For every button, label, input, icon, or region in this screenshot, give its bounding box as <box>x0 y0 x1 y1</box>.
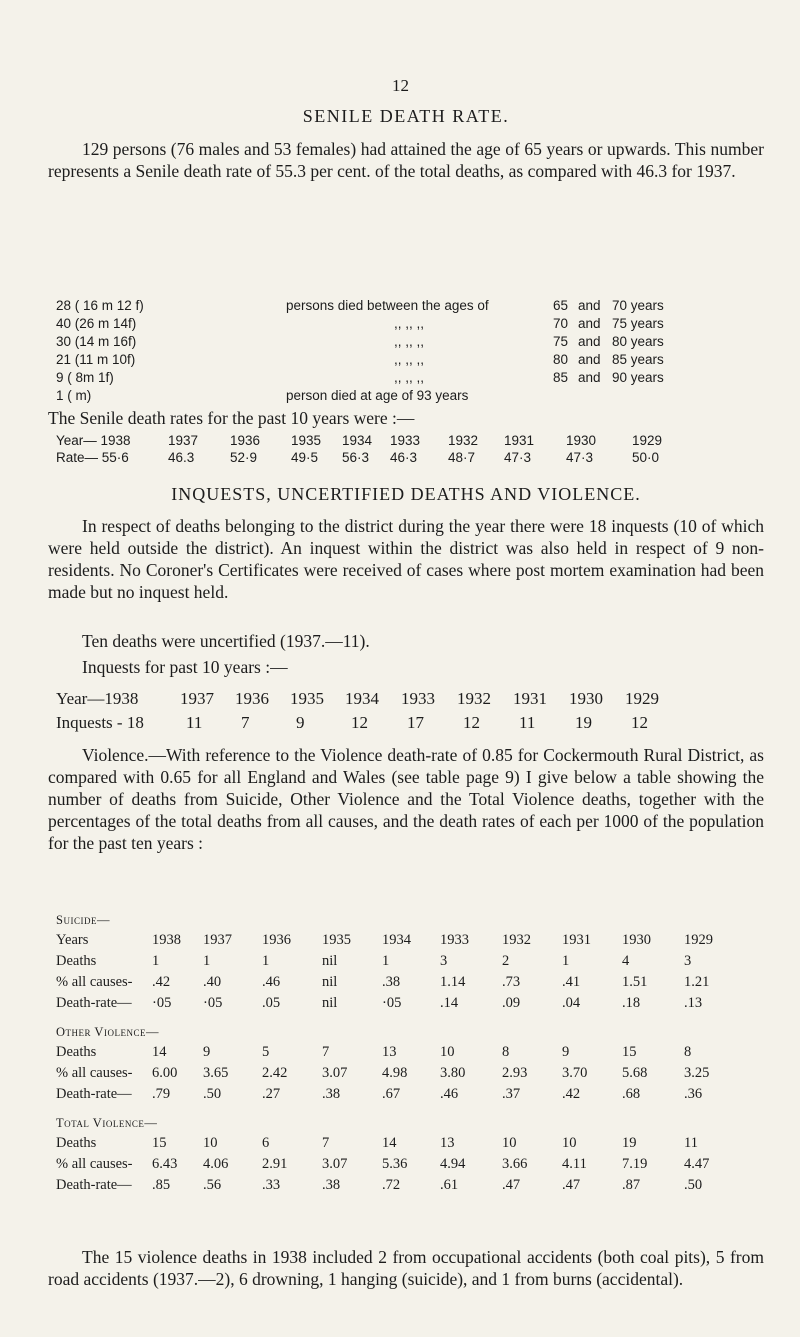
row-value: .05 <box>262 995 281 1011</box>
row-value: 15 <box>622 1044 637 1060</box>
rates-value: 50·0 <box>632 450 660 465</box>
section-title-row <box>56 1022 724 1042</box>
row-value: 3.65 <box>203 1065 229 1081</box>
row-value: 1.51 <box>622 974 648 990</box>
row-value: .73 <box>502 974 521 990</box>
row-value: 14 <box>382 1135 397 1151</box>
row-value: 1933 <box>440 932 469 948</box>
row-value: .41 <box>562 974 581 990</box>
row-label: % all causes- <box>56 1065 133 1081</box>
row-value: .61 <box>440 1177 459 1193</box>
row-value: 1.21 <box>684 974 710 990</box>
rates-value: 46.3 <box>168 450 195 465</box>
inquests-count: 17 <box>407 713 424 732</box>
age-desc: ,, ,, ,, <box>394 334 425 349</box>
age-count: 28 ( 16 m 12 f) <box>56 298 144 313</box>
rates-value: 48·7 <box>448 450 476 465</box>
section-title-row <box>56 910 724 930</box>
inquests-heading: INQUESTS, UNCERTIFIED DEATHS AND VIOLENCE. <box>171 484 641 504</box>
row-value: .46 <box>440 1086 459 1102</box>
age-row <box>56 351 692 369</box>
row-value: nil <box>322 974 338 990</box>
age-row-last <box>56 387 468 405</box>
violence-row <box>56 1175 724 1196</box>
row-value: 3.70 <box>562 1065 588 1081</box>
row-value: 1 <box>203 953 211 969</box>
inquests-count: 12 <box>631 713 648 732</box>
row-value: 5 <box>262 1044 270 1060</box>
row-value: 4.98 <box>382 1065 408 1081</box>
row-value: 6 <box>262 1135 270 1151</box>
uncertified-deaths: Ten deaths were uncertified (1937.—11). <box>82 631 370 651</box>
violence-row <box>56 1133 724 1154</box>
violence-row <box>56 1154 724 1175</box>
inquests-year: 1930 <box>569 689 603 708</box>
inquests-year: 1932 <box>457 689 491 708</box>
row-label: Death-rate— <box>56 1177 132 1193</box>
violence-paragraph: Violence.—With reference to the Violence death-rate of 0.85 for Cockermouth Rural District, as compared with 0.65 for all England and Wales (see table page 9) I give below a table showing the number of deaths from Suicide, Other Violence and the Total Violence deaths, together with the percentages of the total deaths from all causes, and the death rates of each per 1000 of the population for the past ten years : <box>48 745 764 853</box>
inquests-table <box>56 687 659 735</box>
violence-row <box>56 993 724 1014</box>
row-value: 8 <box>684 1044 692 1060</box>
violence-row <box>56 1084 724 1105</box>
row-value: 3.80 <box>440 1065 466 1081</box>
row-value: .33 <box>262 1177 281 1193</box>
inquests-count: 11 <box>186 713 203 732</box>
row-value: 1931 <box>562 932 591 948</box>
rates-year: 1934 <box>342 433 373 448</box>
inquests-paragraph: In respect of deaths belonging to the district during the year there were 18 inquests (10 of which were held outside the district). An inquest within the district was also held in respect of 9 non-residents. No Coroner's Certificates were received of cases where post mortem examination had been made but no inquest held. <box>48 516 764 602</box>
row-value: nil <box>322 995 338 1011</box>
age-and: and <box>578 334 601 349</box>
age-to: 80 years <box>612 334 664 349</box>
age-to: 75 years <box>612 316 664 331</box>
row-value: 2 <box>502 953 510 969</box>
inquests-count-label: Inquests - 18 <box>56 713 144 732</box>
row-label: Deaths <box>56 1135 97 1151</box>
age-count: 9 ( 8m 1f) <box>56 370 114 385</box>
row-value: 1 <box>262 953 270 969</box>
row-value: 1936 <box>262 932 291 948</box>
row-value: .85 <box>152 1177 171 1193</box>
age-from: 70 <box>552 316 568 331</box>
row-value: 13 <box>382 1044 397 1060</box>
violence-table <box>56 910 724 1196</box>
rates-value: 47·3 <box>566 450 594 465</box>
row-value: 3.07 <box>322 1156 348 1172</box>
rates-value: 56·3 <box>342 450 370 465</box>
age-desc: ,, ,, ,, <box>394 370 425 385</box>
violence-row <box>56 951 724 972</box>
inquests-year-row <box>56 687 659 711</box>
row-value: 8 <box>502 1044 510 1060</box>
row-value: 4.47 <box>684 1156 710 1172</box>
row-value: 9 <box>562 1044 570 1060</box>
age-desc: persons died between the ages of <box>286 298 489 313</box>
row-value: .37 <box>502 1086 521 1102</box>
row-value: 10 <box>203 1135 218 1151</box>
row-value: 3.25 <box>684 1065 710 1081</box>
row-value: 2.91 <box>262 1156 288 1172</box>
row-value: 1938 <box>152 932 181 948</box>
row-value: .87 <box>622 1177 641 1193</box>
row-value: .04 <box>562 995 581 1011</box>
rates-value: 47·3 <box>504 450 532 465</box>
row-value: ·05 <box>382 995 402 1011</box>
row-value: 4 <box>622 953 630 969</box>
rates-rate-label: Rate— 55·6 <box>56 450 129 465</box>
inquests-year: 1931 <box>513 689 547 708</box>
inquests-year: 1929 <box>625 689 659 708</box>
row-value: 7.19 <box>622 1156 648 1172</box>
row-value: 4.06 <box>203 1156 229 1172</box>
age-to: 70 years <box>612 298 664 313</box>
row-label: Deaths <box>56 953 97 969</box>
inquests-count: 12 <box>351 713 368 732</box>
row-value: 1930 <box>622 932 651 948</box>
row-value: 10 <box>562 1135 577 1151</box>
age-from: 75 <box>552 334 568 349</box>
section-gap <box>56 1105 724 1113</box>
row-value: .09 <box>502 995 521 1011</box>
row-label: % all causes- <box>56 1156 133 1172</box>
row-value: 4.11 <box>562 1156 587 1172</box>
inquests-count: 7 <box>241 713 250 732</box>
page-number: 12 <box>392 76 409 95</box>
violence-row <box>56 1063 724 1084</box>
row-value: 1 <box>562 953 570 969</box>
senile-rates-intro: The Senile death rates for the past 10 years were :— <box>48 408 415 428</box>
rates-value: 49·5 <box>291 450 319 465</box>
rates-value: 52·9 <box>230 450 258 465</box>
row-value: 5.36 <box>382 1156 408 1172</box>
row-label: Years <box>56 932 89 948</box>
row-value: 2.42 <box>262 1065 288 1081</box>
row-label: Deaths <box>56 1044 97 1060</box>
age-and: and <box>578 370 601 385</box>
age-and: and <box>578 316 601 331</box>
rates-year: 1936 <box>230 433 261 448</box>
row-value: 15 <box>152 1135 167 1151</box>
age-from: 80 <box>552 352 568 367</box>
row-value: 1 <box>152 953 160 969</box>
row-value: .67 <box>382 1086 401 1102</box>
rates-year: 1932 <box>448 433 479 448</box>
violence-row <box>56 930 724 951</box>
row-value: 3 <box>684 953 692 969</box>
age-desc: person died at age of 93 years <box>286 388 469 403</box>
row-value: .40 <box>203 974 222 990</box>
row-value: 10 <box>502 1135 517 1151</box>
rates-year: 1930 <box>566 433 597 448</box>
row-value: ·05 <box>152 995 172 1011</box>
section-gap <box>56 1014 724 1022</box>
rates-year: 1933 <box>390 433 421 448</box>
row-value: 6.00 <box>152 1065 178 1081</box>
row-value: 14 <box>152 1044 167 1060</box>
row-value: nil <box>322 953 338 969</box>
age-breakdown <box>56 297 692 387</box>
row-value: 3 <box>440 953 448 969</box>
inquests-count: 19 <box>575 713 592 732</box>
row-value: 6.43 <box>152 1156 178 1172</box>
senile-paragraph: 129 persons (76 males and 53 females) had attained the age of 65 years or upwards. This number represents a Senile death rate of 55.3 per cent. of the total deaths, as compared with 46.3 for 1937. <box>48 139 764 181</box>
rates-year-row <box>56 432 662 449</box>
row-value: .18 <box>622 995 641 1011</box>
age-count: 30 (14 m 16f) <box>56 334 137 349</box>
row-value: 10 <box>440 1044 455 1060</box>
row-value: .42 <box>562 1086 581 1102</box>
row-value: 7 <box>322 1044 330 1060</box>
violence-closing: The 15 violence deaths in 1938 included 2 from occupational accidents (both coal pits), 5 from road accidents (1937.—2), 6 drowning, 1 hanging (suicide), and 1 from burns (accidental). <box>48 1247 764 1289</box>
row-value: .27 <box>262 1086 281 1102</box>
age-row <box>56 297 692 315</box>
row-value: 1934 <box>382 932 411 948</box>
age-from: 85 <box>552 370 568 385</box>
section-title: Total Violence— <box>56 1115 158 1130</box>
violence-row <box>56 972 724 993</box>
row-label: % all causes- <box>56 974 133 990</box>
row-value: 1937 <box>203 932 232 948</box>
senile-rates-table <box>56 432 662 466</box>
age-count: 1 ( m) <box>56 388 92 403</box>
row-value: .13 <box>684 995 703 1011</box>
row-value: .72 <box>382 1177 401 1193</box>
rates-year: 1931 <box>504 433 535 448</box>
age-to: 90 years <box>612 370 664 385</box>
row-value: .38 <box>382 974 401 990</box>
row-value: ·05 <box>203 995 223 1011</box>
rates-year: 1937 <box>168 433 199 448</box>
row-value: 19 <box>622 1135 637 1151</box>
violence-row <box>56 1042 724 1063</box>
row-value: 5.68 <box>622 1065 648 1081</box>
row-value: 1932 <box>502 932 531 948</box>
senile-heading: SENILE DEATH RATE. <box>302 106 510 126</box>
inquests-year: 1936 <box>235 689 269 708</box>
section-title: Other Violence— <box>56 1024 159 1039</box>
inquests-count-row <box>56 711 659 735</box>
inquests-past-label: Inquests for past 10 years :— <box>82 657 288 677</box>
rates-year: 1935 <box>291 433 322 448</box>
row-value: .50 <box>203 1086 222 1102</box>
row-value: 2.93 <box>502 1065 528 1081</box>
inquests-count: 9 <box>296 713 305 732</box>
row-value: 11 <box>684 1135 698 1151</box>
age-and: and <box>578 298 601 313</box>
row-label: Death-rate— <box>56 995 132 1011</box>
inquests-count: 12 <box>463 713 480 732</box>
row-value: .47 <box>502 1177 521 1193</box>
row-value: .42 <box>152 974 171 990</box>
inquests-year: 1935 <box>290 689 324 708</box>
age-and: and <box>578 352 601 367</box>
row-value: .50 <box>684 1177 703 1193</box>
row-value: .68 <box>622 1086 641 1102</box>
row-value: 1929 <box>684 932 713 948</box>
row-value: 7 <box>322 1135 330 1151</box>
row-value: 1935 <box>322 932 351 948</box>
row-value: .38 <box>322 1177 341 1193</box>
row-value: 4.94 <box>440 1156 466 1172</box>
section-title-row <box>56 1113 724 1133</box>
age-desc: ,, ,, ,, <box>394 352 425 367</box>
inquests-count: 11 <box>519 713 536 732</box>
section-title: Suicide— <box>56 912 110 927</box>
age-desc: ,, ,, ,, <box>394 316 425 331</box>
row-value: 9 <box>203 1044 211 1060</box>
rates-value: 46·3 <box>390 450 418 465</box>
rates-year: 1929 <box>632 433 663 448</box>
violence-table-body <box>56 910 724 1196</box>
age-row <box>56 369 692 387</box>
age-from: 65 <box>552 298 568 313</box>
inquests-year-label: Year—1938 <box>56 689 139 708</box>
row-value: .47 <box>562 1177 581 1193</box>
row-value: .38 <box>322 1086 341 1102</box>
rates-value-row <box>56 449 662 466</box>
row-value: .46 <box>262 974 281 990</box>
row-value: 1 <box>382 953 390 969</box>
row-value: .56 <box>203 1177 222 1193</box>
age-count: 40 (26 m 14f) <box>56 316 137 331</box>
row-label: Death-rate— <box>56 1086 132 1102</box>
row-value: 1.14 <box>440 974 466 990</box>
row-value: .79 <box>152 1086 171 1102</box>
rates-year-label: Year— 1938 <box>56 433 131 448</box>
inquests-year: 1937 <box>180 689 214 708</box>
inquests-year: 1933 <box>401 689 435 708</box>
row-value: 3.66 <box>502 1156 528 1172</box>
row-value: .36 <box>684 1086 703 1102</box>
row-value: 3.07 <box>322 1065 348 1081</box>
inquests-year: 1934 <box>345 689 379 708</box>
row-value: 13 <box>440 1135 455 1151</box>
age-count: 21 (11 m 10f) <box>56 352 136 367</box>
age-row <box>56 333 692 351</box>
age-row <box>56 315 692 333</box>
row-value: .14 <box>440 995 459 1011</box>
age-to: 85 years <box>612 352 664 367</box>
